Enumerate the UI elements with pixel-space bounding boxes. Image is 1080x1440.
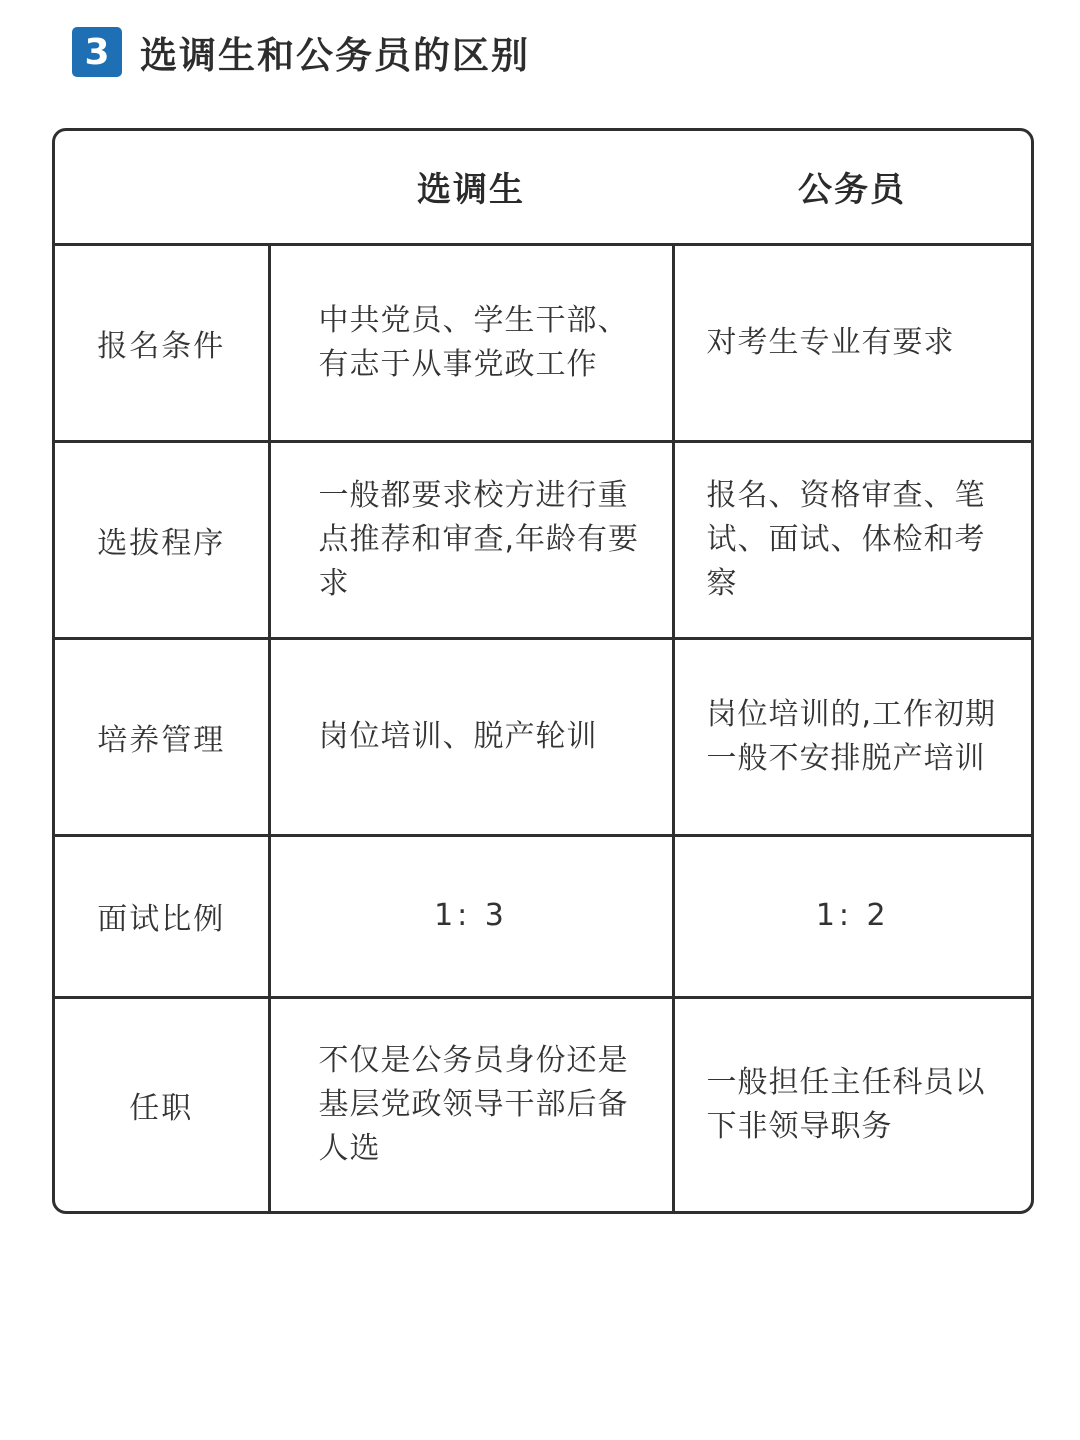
table-row (55, 835, 1031, 997)
cell-xuandiaosheng: 中共党员、学生干部、有志于从事党政工作 (269, 244, 673, 441)
cell-xuandiaosheng: 1: 3 (269, 835, 673, 997)
cell-gongwuyuan: 报名、资格审查、笔试、面试、体检和考察 (673, 441, 1031, 638)
row-label: 报名条件 (55, 244, 269, 441)
row-label: 培养管理 (55, 638, 269, 835)
section-heading (72, 26, 530, 78)
header-blank-cell (55, 131, 269, 244)
row-label: 选拔程序 (55, 441, 269, 638)
header-gongwuyuan: 公务员 (673, 131, 1031, 244)
cell-gongwuyuan: 对考生专业有要求 (673, 244, 1031, 441)
row-label: 任职 (55, 997, 269, 1211)
comparison-table (52, 128, 1034, 1214)
cell-xuandiaosheng: 岗位培训、脱产轮训 (269, 638, 673, 835)
table-row (55, 638, 1031, 835)
header-xuandiaosheng: 选调生 (269, 131, 673, 244)
section-number-badge: 3 (72, 27, 122, 77)
cell-gongwuyuan: 岗位培训的,工作初期一般不安排脱产培训 (673, 638, 1031, 835)
section-title: 选调生和公务员的区别 (140, 34, 530, 77)
cell-gongwuyuan: 1: 2 (673, 835, 1031, 997)
table-row (55, 441, 1031, 638)
cell-xuandiaosheng: 一般都要求校方进行重点推荐和审查,年龄有要求 (269, 441, 673, 638)
table-row (55, 997, 1031, 1211)
cell-gongwuyuan: 一般担任主任科员以下非领导职务 (673, 997, 1031, 1211)
table-row (55, 244, 1031, 441)
cell-xuandiaosheng: 不仅是公务员身份还是基层党政领导干部后备人选 (269, 997, 673, 1211)
row-label: 面试比例 (55, 835, 269, 997)
table-header-row (55, 131, 1031, 244)
